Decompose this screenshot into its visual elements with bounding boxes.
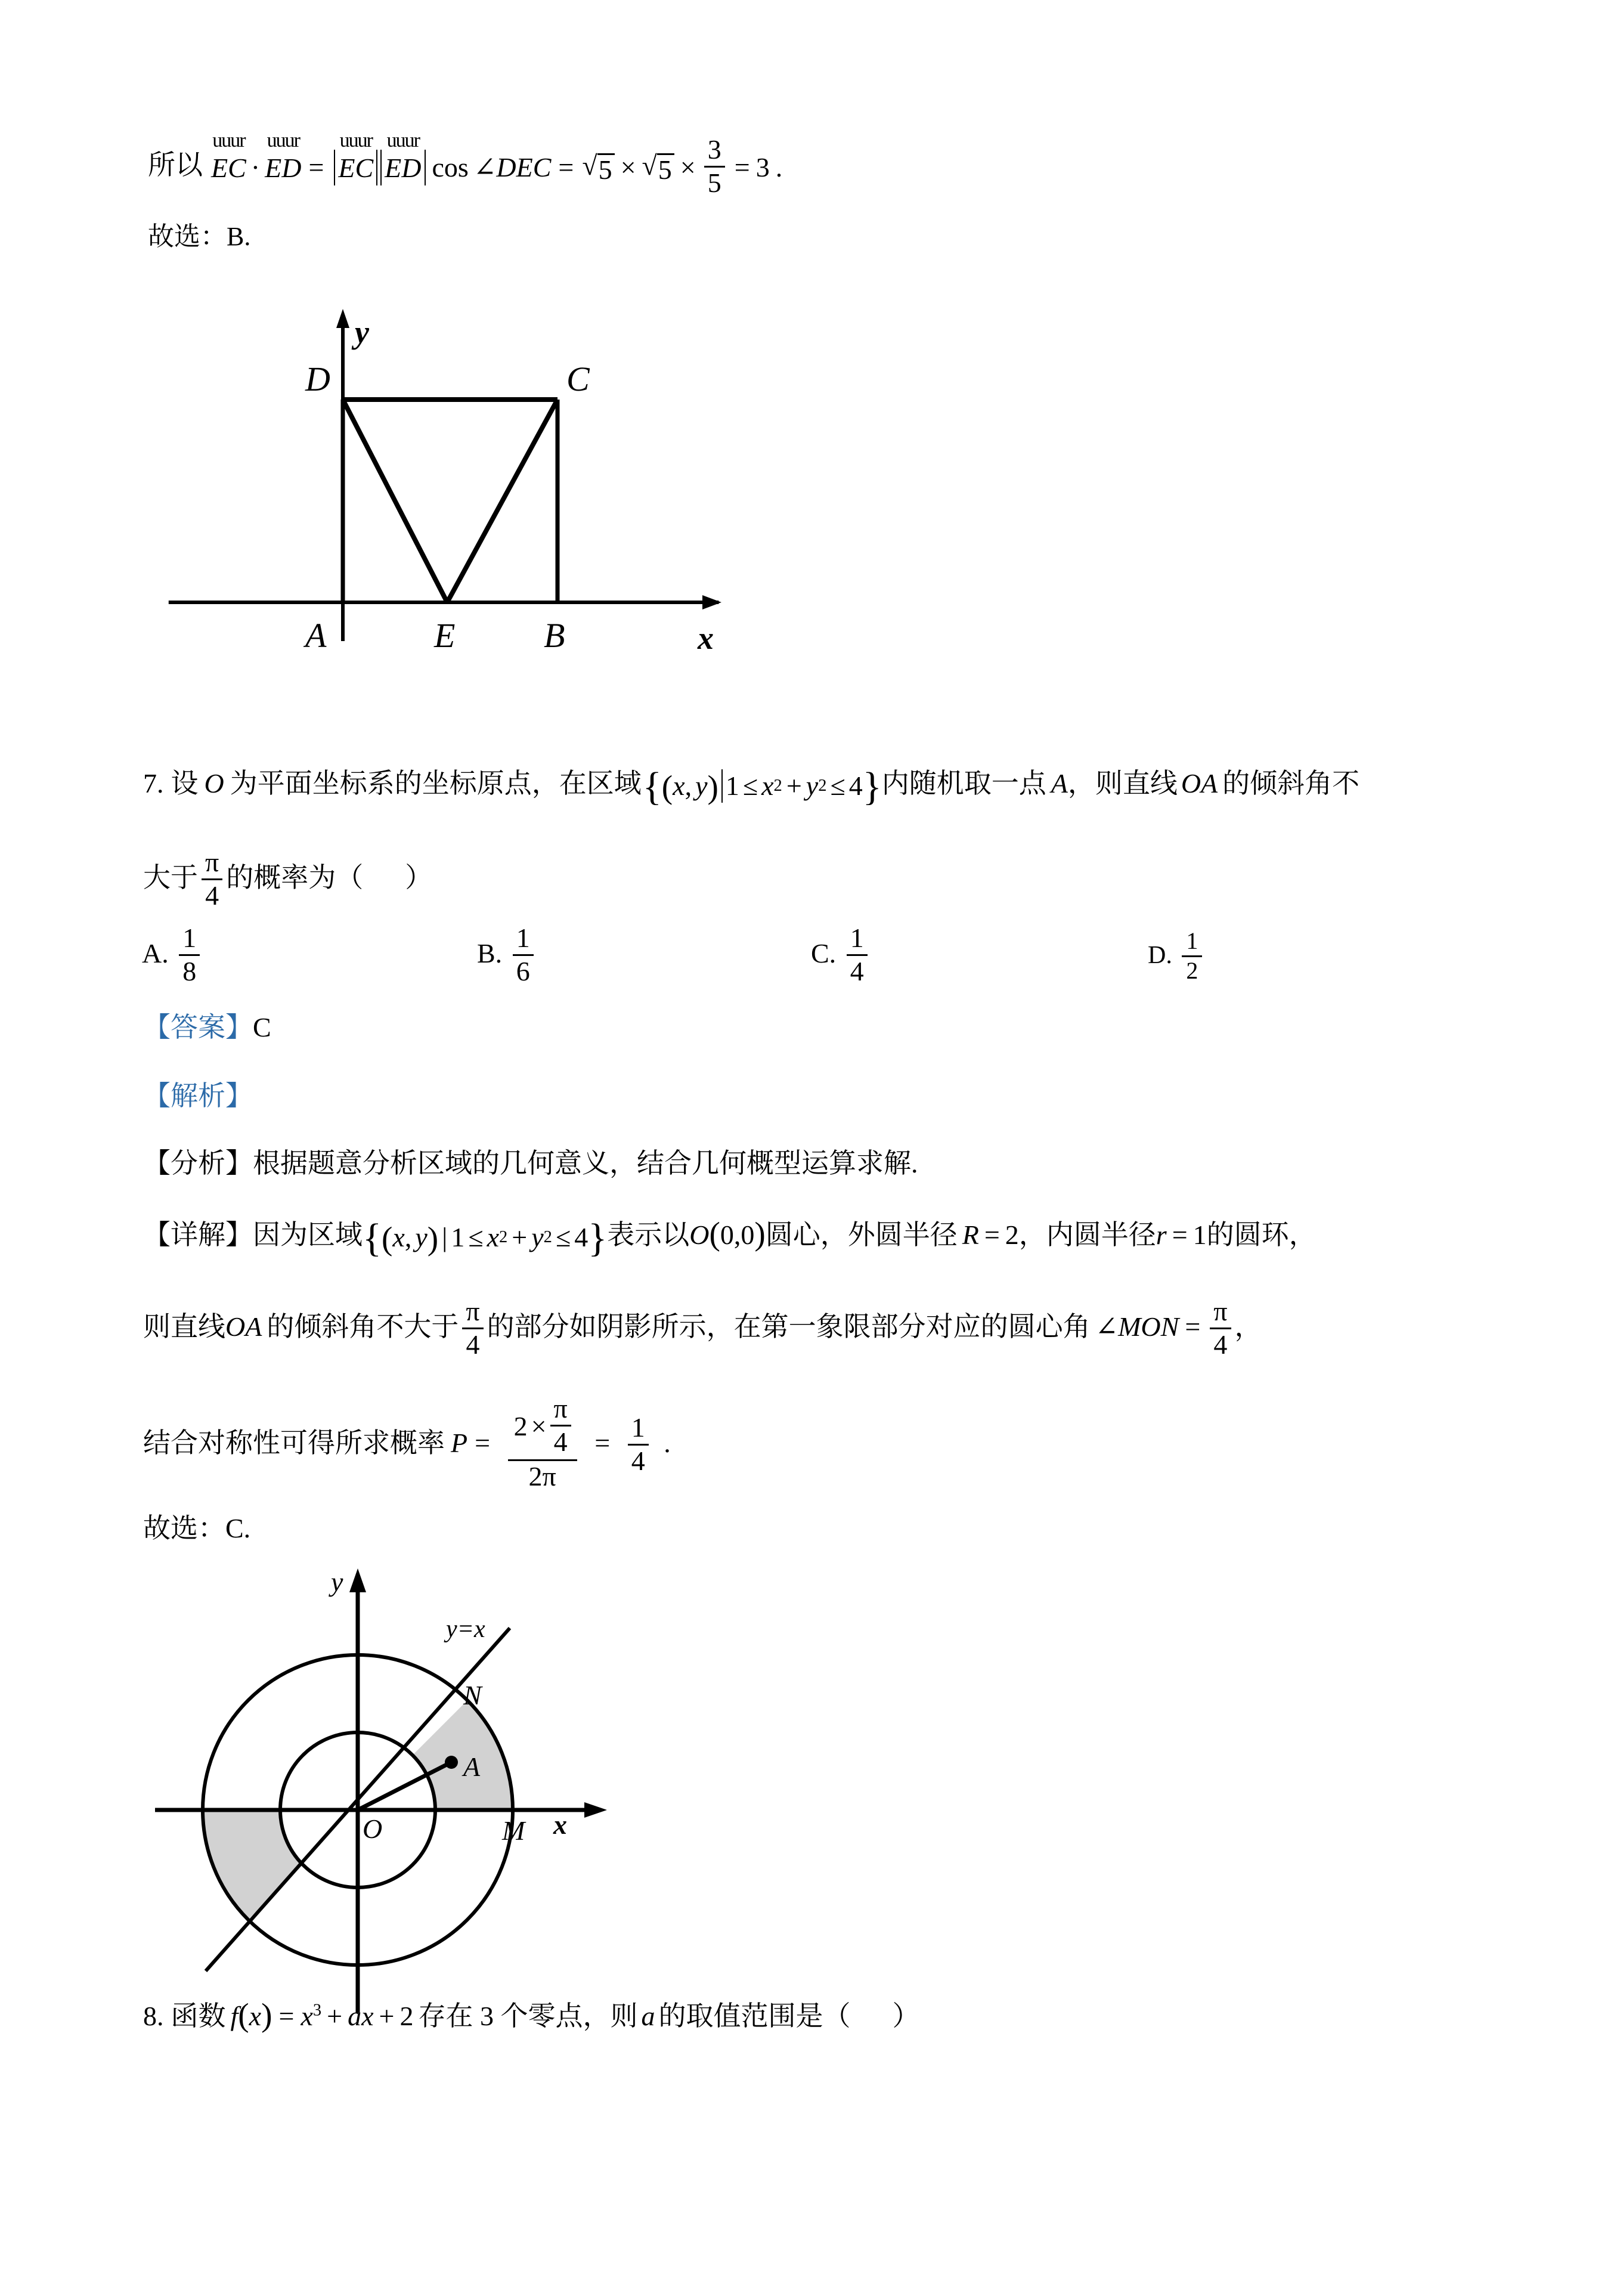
q7-xiangjie-line-1: 【详解】因为区域 { ( x , y ) | 1 ≤ x 2 + y 2 ≤ 4 } 表示以O(0,0)圆心，外圆半径 R = 2，内圆半径r = 1的圆环， — [143, 1215, 1317, 1261]
set-pipe: | — [442, 1222, 448, 1253]
q6-choice-line: 故选：B. — [148, 222, 251, 251]
vector-arrow-icon: uuur — [339, 129, 372, 152]
var-r: r — [1156, 1220, 1167, 1250]
var-a: a — [641, 2001, 655, 2031]
svg-text:C: C — [566, 360, 590, 398]
set-brace-close: } — [862, 765, 882, 809]
set-brace-open: { — [363, 1217, 382, 1261]
q7-xiangjie-line-3: 结合对称性可得所求概率 P = 2 × $\frac{\pi}{4}$ 2π = $\frac{1}{4}$ . — [143, 1393, 671, 1492]
radical-icon: √ — [582, 150, 597, 181]
abs-vector-ED: uuur ED — [385, 129, 422, 184]
term-ax: ax — [348, 2001, 374, 2031]
option-d-label: D. — [1148, 941, 1172, 969]
q7-xiangjie-line-2: 则直线OA 的倾斜角不大于 $\frac{\pi}{4}$ 的部分如阴影所示，在第一象限部分对应的圆心角 ∠MON = $\frac{\pi}{4}$ ， — [143, 1296, 1262, 1360]
q7-option-b[interactable] — [477, 923, 537, 987]
le-sign-1: ≤ — [742, 771, 758, 802]
q7-statement-line-2: 大于 $\frac{\pi}{4}$ 的概率为（ ） — [143, 847, 433, 911]
q8-number: 8. — [143, 2001, 164, 2031]
q7-statement-line-1: 7. 设 O 为平面坐标系的坐标原点，在区域 { ( x , y ) 1 ≤ x 2 + y 2 ≤ 4 } 内随机取一点 A，则直线 OA 的倾斜角不 — [143, 765, 1360, 809]
fenxi-tag: 【分析】 — [143, 1148, 253, 1178]
paren-open: ( — [709, 1215, 720, 1252]
vector-ED: uuur ED — [265, 129, 302, 184]
abs-bar-mid2 — [380, 150, 382, 185]
option-c-label: C. — [811, 937, 837, 968]
q7-number: 7. — [143, 768, 164, 799]
line-OA: OA — [1181, 768, 1218, 799]
point-O-label: O — [363, 1814, 383, 1844]
point-A-marker — [445, 1756, 458, 1769]
option-d-value: $\frac{1}{2}$ — [1182, 929, 1202, 983]
sqrt-5-a: √ 5 — [582, 152, 614, 184]
paren-open: ( — [661, 768, 673, 805]
abs-bar-mid1 — [376, 150, 377, 185]
cos-function: cos — [432, 152, 469, 183]
option-a-value: $\frac{1}{8}$ — [179, 924, 200, 986]
paren-close: ) — [427, 1220, 439, 1257]
x-axis-label: x — [553, 1809, 567, 1840]
xiangjie-tag: 【详解】 — [143, 1220, 253, 1250]
origin-coords: 0,0 — [720, 1220, 755, 1250]
vector-arrow-icon: uuur — [267, 129, 299, 152]
probability-denominator: 2π — [528, 1460, 556, 1492]
q7-option-c[interactable] — [811, 923, 871, 987]
var-O: O — [204, 768, 224, 799]
inner-fraction-pi-over-4: $\frac{\pi}{4}$ — [550, 1395, 571, 1456]
point-M-label: M — [502, 1815, 525, 1846]
answer-tag: 【答案】 — [143, 1012, 253, 1042]
set-pipe — [721, 769, 723, 803]
svg-text:y: y — [355, 314, 369, 350]
equals-sign-2: = — [558, 152, 574, 183]
q7-answer-line — [143, 1014, 271, 1041]
R-value: 2 — [1005, 1220, 1019, 1250]
period: . — [775, 152, 783, 183]
paren-close: ) — [707, 768, 718, 805]
vector-arrow-icon: uuur — [212, 129, 245, 152]
line-OA: OA — [225, 1311, 262, 1342]
svg-text:x: x — [698, 620, 714, 650]
option-b-value: $\frac{1}{6}$ — [513, 924, 534, 986]
y-axis-label: y — [331, 1567, 343, 1597]
var-A: A — [1051, 768, 1068, 799]
times-sign-1: × — [620, 152, 636, 183]
probability-fraction — [508, 1393, 577, 1492]
y-axis-arrow — [349, 1568, 366, 1592]
svg-text:B: B — [544, 616, 565, 650]
x-axis-arrow — [584, 1802, 607, 1818]
fenxi-text: 根据题意分析区域的几何意义，结合几何概型运算求解. — [253, 1148, 918, 1178]
svg-text:A: A — [305, 616, 327, 650]
option-a-label: A. — [142, 937, 169, 968]
angle-symbol: ∠ — [1095, 1311, 1119, 1342]
point-N-label: N — [463, 1680, 482, 1710]
fraction-3-over-5: $\frac{3}{5}$ — [704, 136, 725, 197]
q6-prefix: 所以 — [148, 149, 203, 180]
period: . — [664, 1427, 671, 1458]
var-R: R — [962, 1220, 979, 1250]
point-A-label: A — [463, 1752, 481, 1782]
fraction-pi-over-4-2: $\frac{\pi}{4}$ — [1210, 1298, 1231, 1359]
var-P: P — [451, 1427, 468, 1458]
abs-bar-right — [425, 150, 426, 185]
q6-result: 3 — [755, 152, 770, 183]
svg-text:E: E — [434, 616, 456, 650]
q7-fenxi-line — [143, 1150, 918, 1177]
q8-statement-line: 8. 函数 $f(x) = x^3$ + ax + 2 存在 3 个零点，则 a 的取值范围是（ ） — [143, 1997, 920, 2033]
times-sign-2: × — [680, 152, 696, 183]
option-c-value: $\frac{1}{4}$ — [847, 924, 868, 986]
vector-arrow-icon: uuur — [386, 129, 419, 152]
exponent-3: 3 — [312, 2001, 322, 2020]
option-b-label: B. — [477, 937, 503, 968]
line-label-y-equals-x: y=x — [446, 1616, 485, 1643]
abs-bar-left — [334, 150, 335, 185]
origin-O: O — [689, 1220, 710, 1250]
q7-choice-line: 故选：C. — [143, 1513, 251, 1543]
sqrt-5-b: √ 5 — [642, 152, 674, 184]
set-brace-close: } — [588, 1217, 608, 1261]
probability-numerator: 2 × $\frac{\pi}{4}$ — [508, 1396, 577, 1458]
le-sign-2: ≤ — [830, 771, 845, 802]
answer-value: C — [253, 1012, 271, 1042]
equals-sign: = — [308, 152, 324, 183]
vector-EC: uuur EC — [211, 129, 246, 184]
q7-option-d[interactable] — [1148, 927, 1206, 985]
analysis-tag: 【解析】 — [143, 1081, 253, 1111]
dot-operator: · — [250, 152, 261, 183]
fraction-pi-over-4: $\frac{\pi}{4}$ — [202, 849, 222, 910]
r-value: 1 — [1193, 1220, 1207, 1250]
set-brace-open: { — [642, 765, 662, 809]
angle-DEC: DEC — [496, 152, 552, 183]
radical-icon: √ — [642, 150, 657, 181]
figure-rectangle-abcd — [149, 280, 745, 650]
probability-result: $\frac{1}{4}$ — [628, 1414, 649, 1475]
paren-open: ( — [382, 1220, 393, 1257]
angle-MON: MON — [1118, 1311, 1179, 1342]
q6-conclusion-line — [148, 129, 783, 199]
fraction-pi-over-4: $\frac{\pi}{4}$ — [462, 1298, 483, 1359]
paren-close: ) — [754, 1215, 766, 1252]
abs-vector-EC: uuur EC — [338, 129, 374, 184]
function-f: f — [230, 2001, 239, 2031]
equals-sign-3: = — [734, 152, 750, 183]
q7-option-a[interactable] — [142, 923, 203, 987]
figure-annulus-shaded — [149, 1562, 662, 2022]
svg-text:D: D — [305, 360, 330, 398]
angle-symbol: ∠ — [473, 152, 497, 183]
